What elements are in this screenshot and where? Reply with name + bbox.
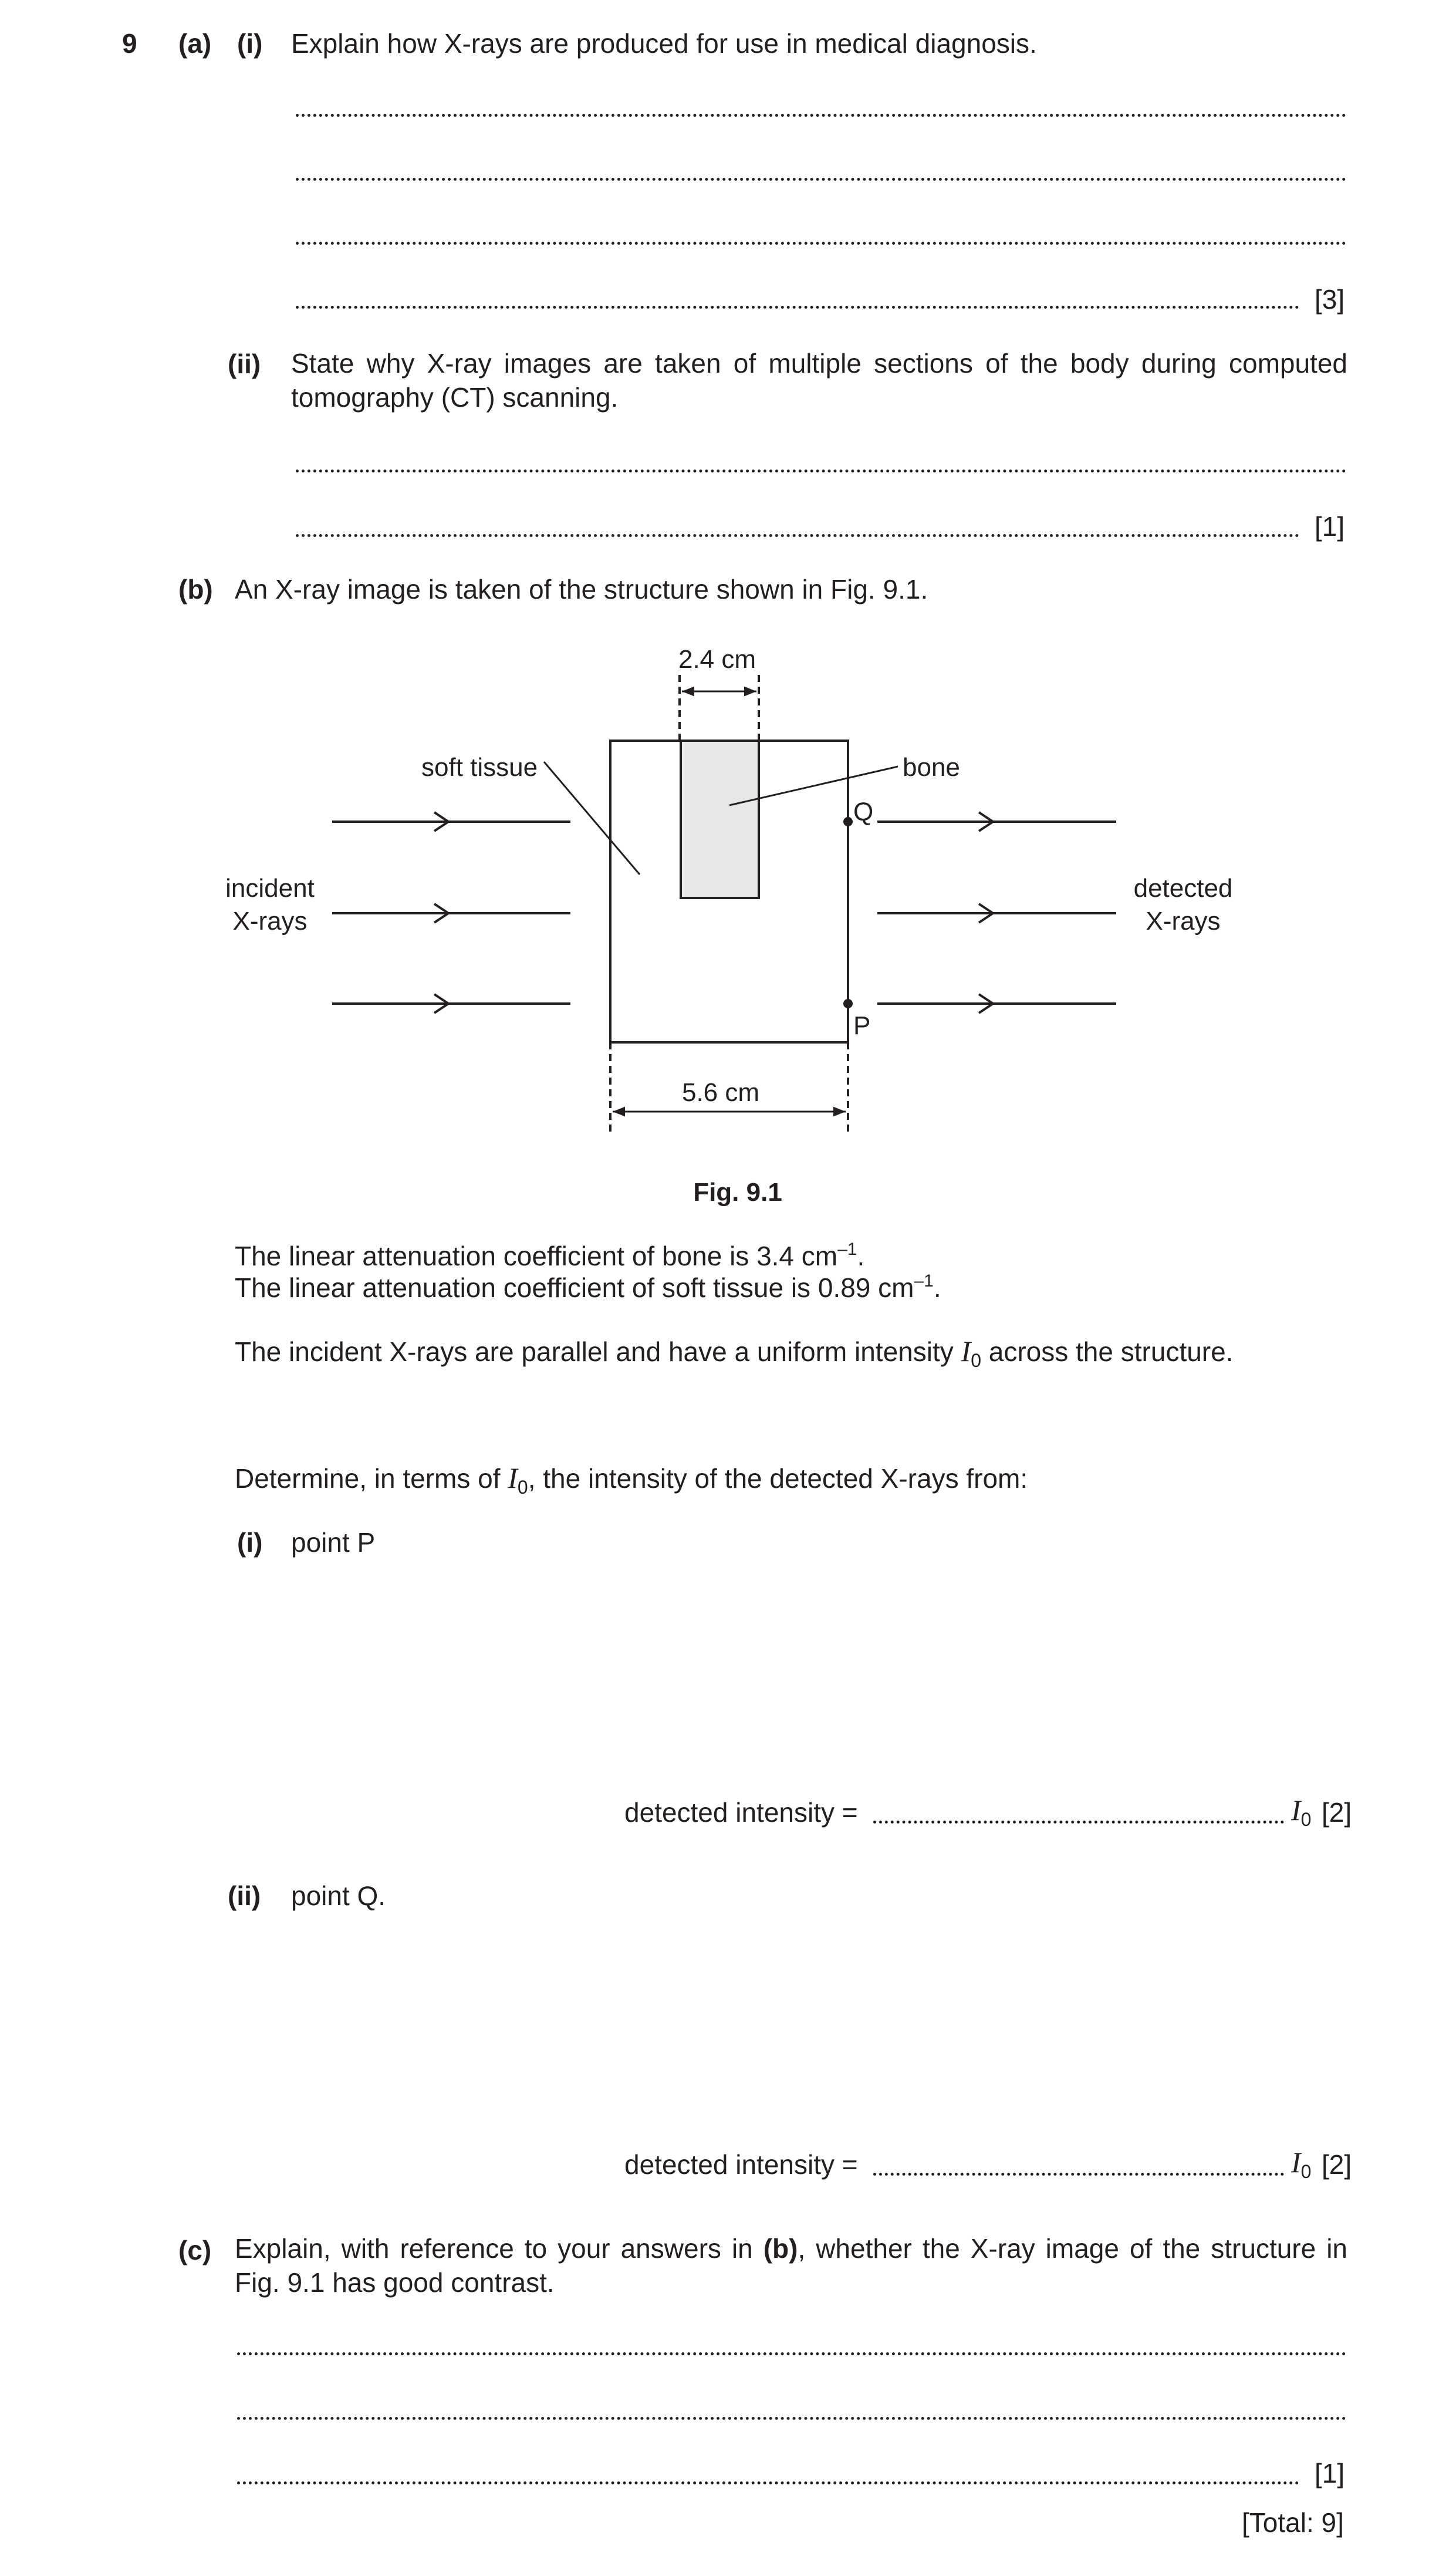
total-marks: [Total: 9] xyxy=(1242,2507,1344,2538)
part-b-label: (b) xyxy=(178,574,213,605)
marks-a-ii: [1] xyxy=(1315,511,1345,542)
point-p-marker xyxy=(843,999,853,1008)
part-b-i-label: (i) xyxy=(237,1527,263,1558)
point-q-label: Q xyxy=(853,798,874,826)
marks-b-ii: [2] xyxy=(1322,2149,1352,2180)
incident-intensity-text: The incident X-rays are parallel and have a uniform intensity $I_0$ across the structure. xyxy=(235,1335,1234,1371)
part-b-ii-label: (ii) xyxy=(228,1880,261,1911)
part-b-i-question: point P xyxy=(291,1527,376,1558)
unit-b-ii: $I_0$ xyxy=(1291,2146,1312,2182)
determine-text: Determine, in terms of $I_0$, the intensity of the detected X-rays from: xyxy=(235,1461,1028,1498)
unit-b-i: $I_0$ xyxy=(1291,1794,1312,1830)
marks-c: [1] xyxy=(1315,2458,1345,2489)
bone-coefficient-text: The linear attenuation coefficient of bone is 3.4 $cm^{-1}$. xyxy=(235,1240,865,1271)
part-c-label: (c) xyxy=(178,2235,212,2265)
point-q-marker xyxy=(843,817,853,826)
answer-label-b-i: detected intensity = xyxy=(624,1797,858,1828)
figure-caption: Fig. 9.1 xyxy=(693,1178,782,1207)
soft-tissue-coefficient-text: The linear attenuation coefficient of soft tissue is 0.89 $cm^{-1}$. xyxy=(235,1271,941,1303)
answer-field-b-ii[interactable] xyxy=(873,2173,1284,2176)
part-a-label: (a) xyxy=(178,28,212,59)
bone-block xyxy=(681,741,759,898)
part-a-i-question: Explain how X-rays are produced for use in medical diagnosis. xyxy=(291,28,1037,59)
detected-label-2: X-rays xyxy=(1146,907,1221,936)
answer-field-b-i[interactable] xyxy=(873,1821,1284,1824)
structure-width-label: 5.6 cm xyxy=(681,1078,760,1107)
part-b-ii-question: point Q. xyxy=(291,1880,386,1911)
answer-label-b-ii: detected intensity = xyxy=(624,2149,858,2180)
marks-b-i: [2] xyxy=(1322,1797,1352,1828)
part-b-intro: An X-ray image is taken of the structure shown in Fig. 9.1. xyxy=(235,574,928,605)
incident-label-2: X-rays xyxy=(232,907,308,936)
part-a-ii-label: (ii) xyxy=(228,349,261,379)
point-p-label: P xyxy=(853,1011,871,1040)
answer-line[interactable] xyxy=(237,2481,1299,2484)
answer-line[interactable] xyxy=(237,2417,1346,2420)
question-number: 9 xyxy=(122,28,137,59)
bone-label: bone xyxy=(903,753,960,782)
detected-label-1: detected xyxy=(1133,874,1233,903)
incident-label-1: incident xyxy=(225,874,315,903)
part-c-question: Explain, with reference to your answers in (b), whether the X-ray image of the structure in Fig. 9.1 has good contrast. xyxy=(235,2233,1348,2298)
soft-tissue-leader xyxy=(544,762,640,874)
answer-line[interactable] xyxy=(237,2352,1346,2355)
bone-width-label: 2.4 cm xyxy=(678,645,756,674)
marks-a-i: [3] xyxy=(1315,284,1345,315)
part-a-ii-question: State why X-ray images are taken of multiple sections of the body during computed tomography (CT) scanning. xyxy=(291,348,1347,413)
figure-9-1 xyxy=(0,0,1456,1233)
soft-tissue-label: soft tissue xyxy=(421,753,538,782)
part-a-i-label: (i) xyxy=(237,28,263,59)
